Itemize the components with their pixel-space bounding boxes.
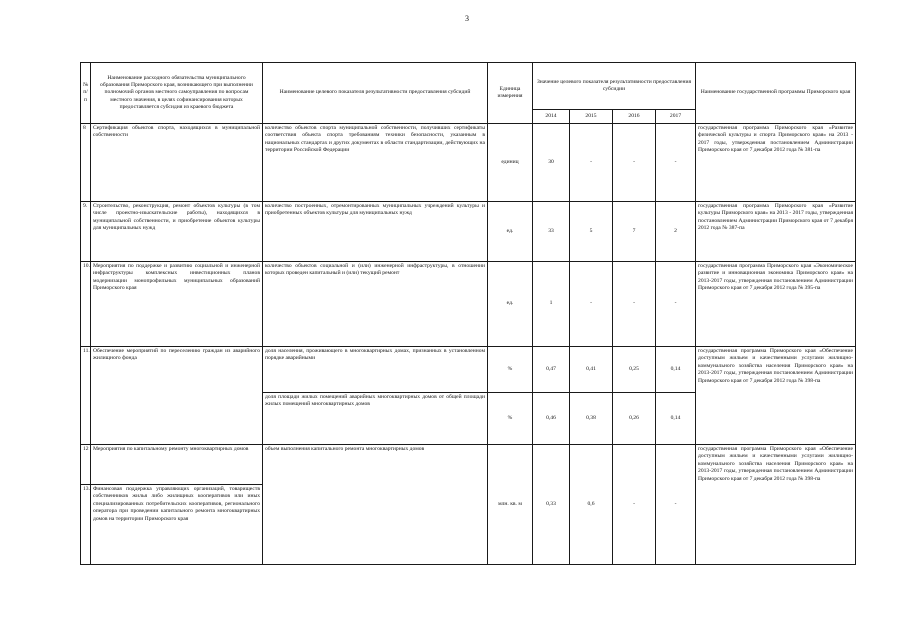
row-value: - (613, 262, 656, 347)
row-value: 0,46 (533, 393, 570, 445)
row-indicator: количество построенных, отремонтированных муниципальных учреждений культуры и приобретенных объектов культуры для муниципальных нужд (263, 202, 488, 262)
row-indicator: доля населения, проживающего в многоквартирных домах, признанных в установленном порядке аварийными (263, 347, 488, 393)
header-value-group: Значение целевого показателя результативности предоставления субсидии (533, 63, 696, 110)
table-row (81, 445, 856, 485)
row-value: - (613, 124, 656, 202)
row-number: 11. (81, 347, 91, 445)
row-value: - (570, 124, 613, 202)
page-number: 3 (465, 14, 469, 23)
header-obligation: Наименование расходного обязательства муниципального образования Приморского края, возникающего при выполнении полномочий органов местного самоуправления по вопросам местного значения, в целях софинансирования которых предоставляется субсидия из краевого бюджета (91, 63, 263, 124)
header-row (81, 63, 856, 110)
row-value: 30 (533, 124, 570, 202)
row-value: 0,41 (570, 347, 613, 393)
row-indicator: объем выполнения капитального ремонта многоквартирных домов (263, 445, 488, 565)
row-unit: ед. (488, 202, 533, 262)
row-indicator: количество объектов спорта муниципальной собственности, получивших сертификаты соответствия объекта спорта требованиям техники безопасности, указанным в национальных стандартах и других документах в области стандартизации, действующих на территории Российской Федерации (263, 124, 488, 202)
header-year: 2016 (613, 110, 656, 124)
row-value: - (656, 124, 696, 202)
row-program: государственная программа Приморского края «Обеспечение доступным жильем и качественными услугами жилищно-коммунального хозяйства населения Приморского края» на 2013-2017 годы, утвержденная постановлением Администрации Приморского края от 7 декабря 2012 года № 398-па (696, 347, 856, 445)
header-program: Наименование государственной программы Приморского края (696, 63, 856, 124)
row-unit: млн. кв. м (488, 445, 533, 565)
row-unit: единиц (488, 124, 533, 202)
row-value: 7 (613, 202, 656, 262)
row-obligation: Строительство, реконструкция, ремонт объектов культуры (в том числе проектно-изыскательские работы), находящихся в муниципальной собственности, и приобретение объектов культуры для муниципальных нужд (91, 202, 263, 262)
row-obligation: Сертификация объектов спорта, находящихся в муниципальной собственности (91, 124, 263, 202)
row-program: государственная программа Приморского края «Экономическое развитие и инновационная экономика Приморского края» на 2013-2017 годы, утвержденная постановлением Администрации Приморского края от 7 декабря 2012 года № 395-па (696, 262, 856, 347)
row-value: 0,38 (570, 393, 613, 445)
row-number: 10. (81, 262, 91, 347)
row-value: 5 (570, 202, 613, 262)
subsidy-indicators-table (80, 62, 856, 565)
table-row (81, 262, 856, 347)
header-unit: Единица измерения (488, 63, 533, 124)
header-indicator: Наименование целевого показателя результативности предоставления субсидий (263, 63, 488, 124)
row-value: 33 (533, 202, 570, 262)
row-value: - (570, 262, 613, 347)
table-row (81, 347, 856, 393)
row-value: 0,25 (613, 347, 656, 393)
row-value: 0,33 (533, 445, 570, 565)
row-number: 9. (81, 202, 91, 262)
header-year: 2014 (533, 110, 570, 124)
row-value: 2 (656, 202, 696, 262)
row-value: 0,47 (533, 347, 570, 393)
row-obligation: Обеспечение мероприятий по переселению граждан из аварийного жилищного фонда (91, 347, 263, 445)
row-value: 0,6 (570, 445, 613, 565)
row-value: - (656, 445, 696, 565)
row-unit: ед. (488, 262, 533, 347)
row-value: 1 (533, 262, 570, 347)
row-number: 8 (81, 124, 91, 202)
row-obligation: Мероприятия по поддержке и развитию социальной и инженерной инфраструктуры комплексных инвестиционных планов модернизации монопрофильных муниципальных образований Приморского края (91, 262, 263, 347)
row-obligation: Финансовая поддержка управляющих организаций, товариществ собственников жилья либо жилищных кооперативов или иных специализированных потребительских кооперативов, регионального оператора при проведении капитального ремонта многоквартирных домов на территории Приморского края (91, 485, 263, 565)
row-number: 13. (81, 485, 91, 565)
row-program: государственная программа Приморского края «Обеспечение доступным жильем и качественными услугами жилищно-коммунального хозяйства населения Приморского края» на 2013-2017 годы, утвержденная постановлением Администрации Приморского края от 7 декабря 2012 года № 398-па (696, 445, 856, 565)
row-unit: % (488, 347, 533, 393)
row-value: 0,26 (613, 393, 656, 445)
row-indicator: доля площади жилых помещений аварийных многоквартирных домов от общей площади жилых помещений многоквартирных домов (263, 393, 488, 445)
row-program: государственная программа Приморского края «Развитие физической культуры и спорта Приморского края» на 2013 - 2017 годы, утвержденная постановлением Администрации Приморского края от 7 декабря 2012 года № 381-па (696, 124, 856, 202)
table-row (81, 124, 856, 202)
row-value: - (613, 445, 656, 565)
header-num: № п/п (81, 63, 91, 124)
row-indicator: количество объектов социальной и (или) инженерной инфраструктуры, в отношении которых проведен капитальный и (или) текущий ремонт (263, 262, 488, 347)
row-program: государственная программа Приморского края «Развитие культуры Приморского края» на 2013 - 2017 годы, утвержденная постановлением Администрации Приморского края от 7 декабря 2012 года № 387-па (696, 202, 856, 262)
header-year: 2017 (656, 110, 696, 124)
row-value: - (656, 262, 696, 347)
row-number: 12 (81, 445, 91, 485)
row-value: 0,14 (656, 347, 696, 393)
header-year: 2015 (570, 110, 613, 124)
table-row (81, 202, 856, 262)
row-obligation: Мероприятия по капитальному ремонту многоквартирных домов (91, 445, 263, 485)
row-value: 0,14 (656, 393, 696, 445)
row-unit: % (488, 393, 533, 445)
